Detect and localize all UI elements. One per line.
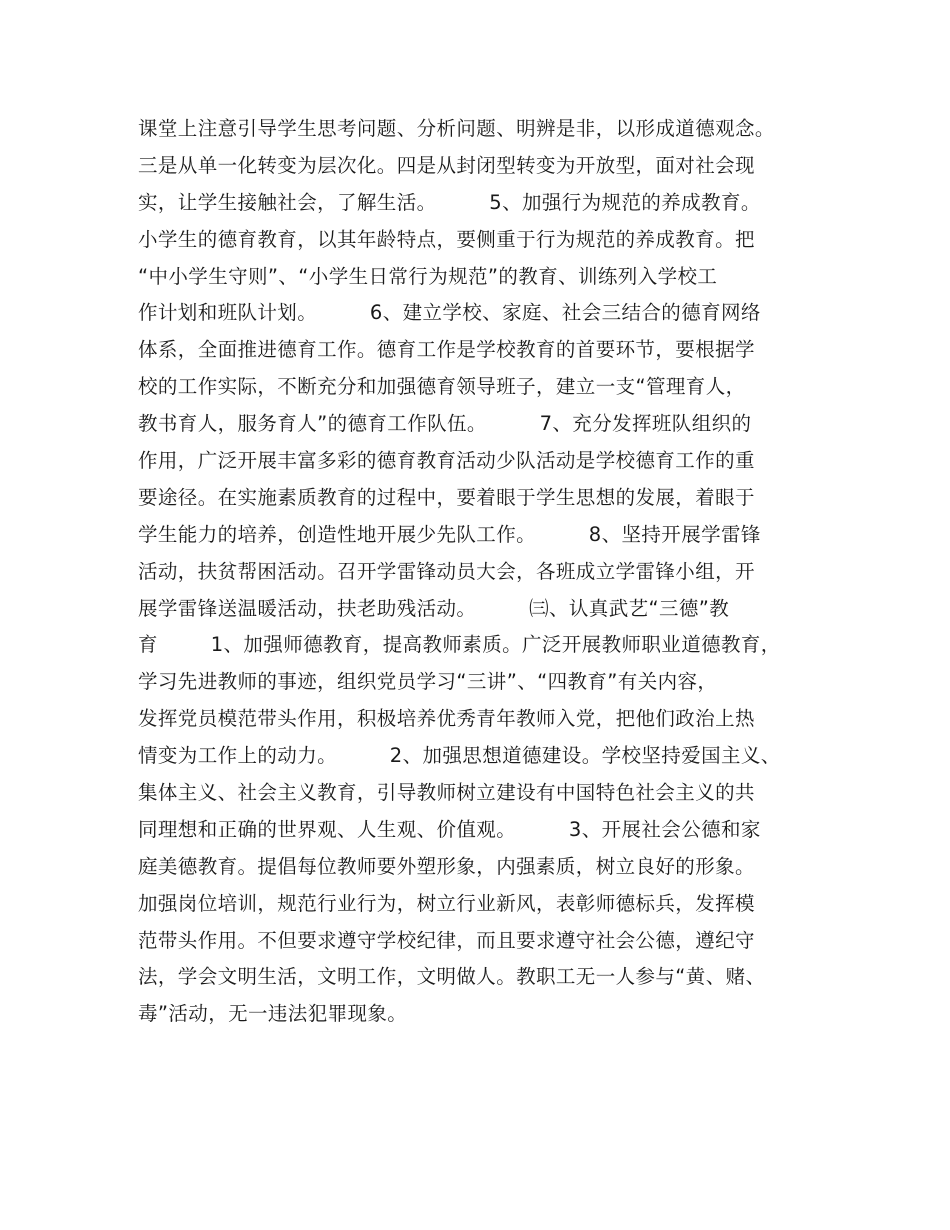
text-line-25: 毒”活动，无一违法犯罪现象。 [138, 1002, 408, 1026]
text-line-24: 法，学会文明生活，文明工作，文明做人。教职工无一人参与“黄、赌、 [138, 965, 766, 989]
text-line-20: 同理想和正确的世界观、人生观、价值观。 3、开展社会公德和家 [138, 817, 761, 841]
body-text [138, 111, 818, 1033]
text-line-15: 育 1、加强师德教育，提高教师素质。广泛开展教师职业道德教育， [138, 633, 781, 657]
text-line-21: 庭美德教育。提倡每位教师要外塑形象，内强素质，树立良好的形象。 [138, 854, 755, 878]
text-line-12: 学生能力的培养，创造性地开展少先队工作。 8、坚持开展学雷锋 [138, 522, 761, 546]
text-line-16: 学习先进教师的事迹，组织党员学习“三讲”、“四教育”有关内容， [138, 670, 718, 694]
text-line-13: 活动，扶贫帮困活动。召开学雷锋动员大会，各班成立学雷锋小组，开 [138, 559, 755, 583]
text-line-19: 集体主义、社会主义教育，引导教师树立建设有中国特色社会主义的共 [138, 781, 755, 805]
text-line-8: 校的工作实际，不断充分和加强德育领导班子，建立一支“管理育人， [138, 375, 746, 399]
text-line-22: 加强岗位培训，规范行业行为，树立行业新风，表彰师德标兵，发挥模 [138, 891, 755, 915]
text-line-4: 小学生的德育教育，以其年龄特点，要侧重于行为规范的养成教育。把 [138, 227, 755, 251]
text-line-9: 教书育人，服务育人”的德育工作队伍。 7、充分发挥班队组织的 [138, 412, 752, 436]
text-line-6: 作计划和班队计划。 6、建立学校、家庭、社会三结合的德育网络 [138, 301, 761, 325]
text-line-10: 作用，广泛开展丰富多彩的德育教育活动少队活动是学校德育工作的重 [138, 449, 755, 473]
text-line-11: 要途径。在实施素质教育的过程中，要着眼于学生思想的发展，着眼于 [138, 485, 755, 509]
text-line-5: “中小学生守则”、“小学生日常行为规范”的教育、训练列入学校工 [138, 264, 718, 288]
text-line-2: 三是从单一化转变为层次化。四是从封闭型转变为开放型，面对社会现 [138, 153, 755, 177]
text-line-7: 体系，全面推进德育工作。德育工作是学校教育的首要环节，要根据学 [138, 338, 755, 362]
text-line-17: 发挥党员模范带头作用，积极培养优秀青年教师入党，把他们政治上热 [138, 707, 755, 731]
text-line-14: 展学雷锋送温暖活动，扶老助残活动。 ㈢、认真武艺“三德”教 [138, 596, 730, 620]
text-line-1: 课堂上注意引导学生思考问题、分析问题、明辨是非，以形成道德观念。 [138, 117, 775, 140]
text-line-18: 情变为工作上的动力。 2、加强思想道德建设。学校坚持爱国主义、 [138, 744, 781, 768]
text-line-23: 范带头作用。不但要求遵守学校纪律，而且要求遵守社会公德，遵纪守 [138, 928, 755, 952]
text-line-3: 实，让学生接触社会，了解生活。 5、加强行为规范的养成教育。 [138, 190, 761, 214]
